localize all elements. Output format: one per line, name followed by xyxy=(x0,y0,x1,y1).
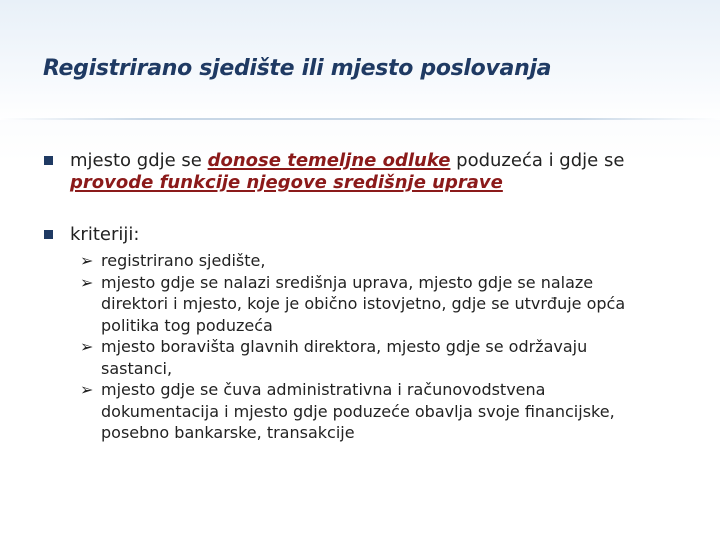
header-divider xyxy=(0,118,720,120)
square-bullet-icon xyxy=(44,230,53,239)
list-item xyxy=(80,250,660,272)
list-item xyxy=(80,379,660,444)
list-item-text: mjesto boravišta glavnih direktora, mjesto gdje se održavaju sastanci, xyxy=(101,337,588,378)
bullet-definition xyxy=(44,150,684,194)
arrow-bullet-icon: ➢ xyxy=(80,380,94,399)
arrow-bullet-icon: ➢ xyxy=(80,337,94,356)
list-item-text: mjesto gdje se čuva administrativna i računovodstvena dokumentacija i mjesto gdje poduzeće obavlja svoje financijske, posebno bankarske, transakcije xyxy=(101,380,615,442)
slide-title: Registrirano sjedište ili mjesto poslovanja xyxy=(43,56,552,81)
text-part-2: poduzeća i gdje se xyxy=(450,150,625,171)
list-item xyxy=(80,336,660,379)
bullet-criteria xyxy=(44,224,684,246)
criteria-label: kriteriji: xyxy=(70,224,140,245)
list-item xyxy=(80,272,660,337)
highlight-administration: provode funkcije njegove središnje uprave xyxy=(70,172,503,193)
text-part-1: mjesto gdje se xyxy=(70,150,208,171)
highlight-decisions: donose temeljne odluke xyxy=(207,150,451,171)
arrow-bullet-icon: ➢ xyxy=(80,272,94,292)
bullet-definition-text xyxy=(44,150,684,194)
list-item-text: registrirano sjedište, xyxy=(101,251,266,270)
arrow-bullet-icon: ➢ xyxy=(80,251,94,270)
criteria-list xyxy=(80,250,660,444)
list-item-text: mjesto gdje se nalazi središnja uprava, mjesto gdje se nalaze direktori i mjesto, koje je obično istovjetno, gdje se utvrđuje opća politika tog poduzeća xyxy=(101,272,626,335)
square-bullet-icon xyxy=(44,156,53,165)
